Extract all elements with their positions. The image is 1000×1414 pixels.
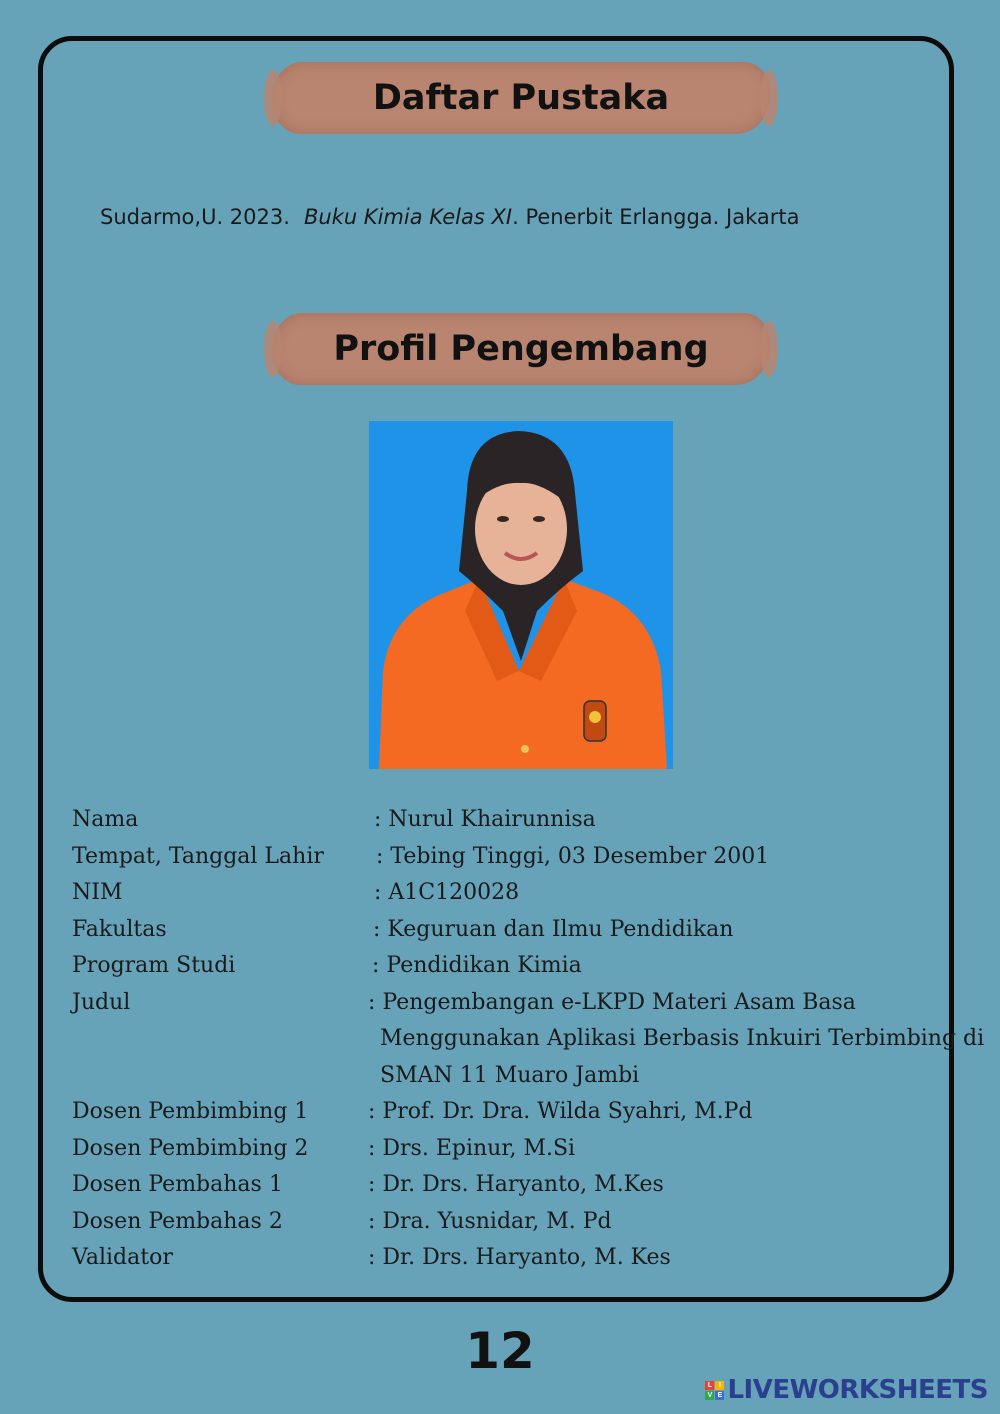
portrait-illustration (369, 421, 673, 769)
profile-value: : Prof. Dr. Dra. Wilda Syahri, M.Pd (368, 1099, 753, 1124)
reference-book-title: Buku Kimia Kelas XI (303, 205, 513, 229)
profile-value: : Dr. Drs. Haryanto, M. Kes (368, 1245, 671, 1270)
logo-letter: E (715, 1391, 724, 1400)
profile-label: Dosen Pembahas 1 (72, 1172, 283, 1197)
profile-label: Tempat, Tanggal Lahir (72, 843, 324, 869)
profile-label: Fakultas (72, 916, 167, 942)
profile-row-fakultas (72, 912, 962, 949)
profile-value: : Dr. Drs. Haryanto, M.Kes (368, 1172, 664, 1197)
daftar-pustaka-title: Daftar Pustaka (372, 78, 670, 118)
profile-row-prodi (72, 948, 962, 985)
developer-photo (369, 421, 673, 769)
profile-row-ttl (72, 839, 962, 876)
logo-letter: L (705, 1381, 714, 1390)
profile-value: : Dra. Yusnidar, M. Pd (368, 1208, 612, 1234)
profile-label: Program Studi (72, 953, 236, 978)
profile-value: : Pengembangan e-LKPD Materi Asam Basa (368, 989, 856, 1015)
liveworksheets-watermark (705, 1374, 988, 1406)
profile-label: Judul (72, 989, 131, 1015)
daftar-pustaka-banner (272, 62, 770, 134)
profile-value: : Keguruan dan Ilmu Pendidikan (373, 916, 734, 942)
liveworksheets-text: LIVEWORKSHEETS (727, 1375, 988, 1405)
reference-author-year: Sudarmo,U. 2023. (100, 205, 290, 229)
logo-letter: I (715, 1381, 724, 1390)
profil-pengembang-title: Profil Pengembang (333, 329, 709, 369)
profile-row-pembimbing-2 (72, 1131, 962, 1168)
profil-pengembang-banner (272, 313, 770, 385)
profile-row-nim (72, 875, 962, 912)
reference-entry (100, 205, 799, 229)
profile-value: : Tebing Tinggi, 03 Desember 2001 (376, 843, 770, 869)
profile-label: Validator (72, 1245, 173, 1270)
profile-details (72, 802, 985, 1277)
reference-publisher: . Penerbit Erlangga. Jakarta (512, 205, 800, 229)
profile-value-line2: Menggunakan Aplikasi Berbasis Inkuiri Terbimbing di (380, 1026, 985, 1051)
profile-value-line3: SMAN 11 Muaro Jambi (380, 1062, 640, 1088)
profile-label: Dosen Pembimbing 2 (72, 1135, 309, 1161)
profile-row-validator (72, 1240, 962, 1277)
profile-row-nama (72, 802, 962, 839)
profile-row-pembimbing-1 (72, 1094, 962, 1131)
profile-value: : Pendidikan Kimia (372, 953, 582, 978)
profile-value: : Drs. Epinur, M.Si (368, 1135, 576, 1161)
profile-row-pembahas-2 (72, 1204, 962, 1241)
liveworksheets-logo-icon (705, 1381, 724, 1400)
logo-letter: V (705, 1391, 714, 1400)
profile-row-pembahas-1 (72, 1167, 962, 1204)
profile-label: NIM (72, 880, 123, 905)
page-number: 12 (465, 1322, 535, 1380)
profile-label: Nama (72, 807, 139, 832)
profile-label: Dosen Pembimbing 1 (72, 1099, 309, 1124)
profile-value: : A1C120028 (374, 880, 520, 905)
profile-value: : Nurul Khairunnisa (374, 807, 596, 832)
profile-row-judul (72, 985, 985, 1095)
profile-label: Dosen Pembahas 2 (72, 1208, 283, 1234)
